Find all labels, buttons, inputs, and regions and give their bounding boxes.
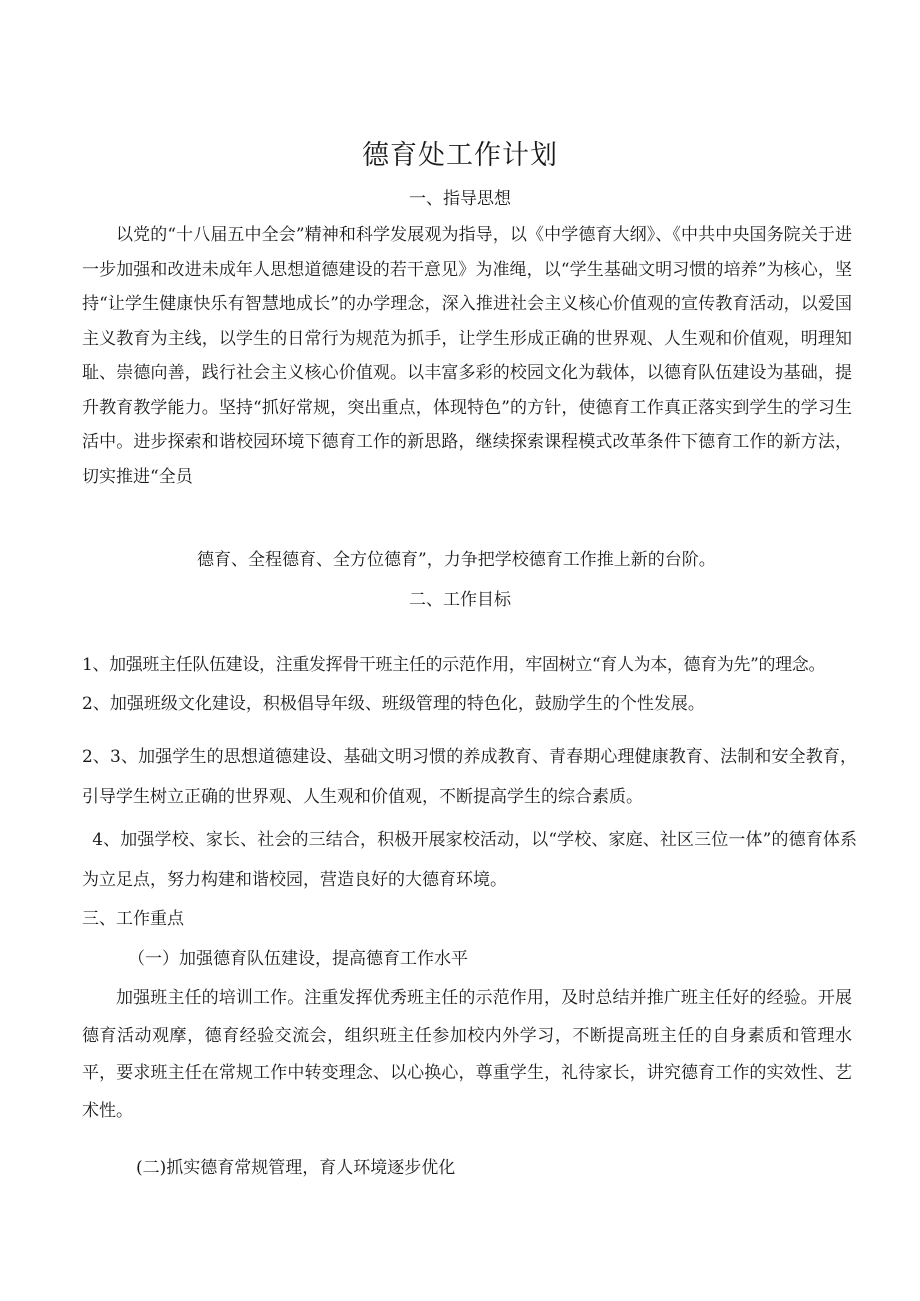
subsection-heading-1: （一）加强德育队伍建设，提高德育工作水平 <box>128 949 468 969</box>
goal-item-3: 2、3、加强学生的思想道德建设、基础文明习惯的养成教育、青春期心理健康教育、法制和安全教育，引导学生树立正确的世界观、人生观和价值观，不断提高学生的综合素质。 <box>82 747 857 807</box>
goal-item-2: 2、加强班级文化建设，积极倡导年级、班级管理的特色化，鼓励学生的个性发展。 <box>82 694 705 714</box>
goal-item-1: 1、加强班主任队伍建设，注重发挥骨干班主任的示范作用，牢固树立“育人为本，德育为先”的理念。 <box>82 655 826 675</box>
section-heading-work-goals: 二、工作目标 <box>409 590 511 610</box>
guiding-ideology-paragraph: 以党的“十八届五中全会”精神和科学发展观为指导，以《中学德育大纲》、《中共中央国务院关于进一步加强和改进未成年人思想道德建设的若干意见》为准绳，以“学生基础文明习惯的培养”为核心，坚持“让学生健康快乐有智慧地成长”的办学理念，深入推进社会主义核心价值观的宣传教育活动，以爱国主义教育为主线，以学生的日常行为规范为抓手，让学生形成正确的世界观、人生观和价值观，明理知耻、崇德向善，践行社会主义核心价值观。以丰富多彩的校园文化为载体，以德育队伍建设为基础，提升教育教学能力。坚持“抓好常规，突出重点，体现特色”的方针，使德育工作真正落实到学生的学习生活中。进步探索和谐校园环境下德育工作的新思路，继续探索课程模式改革条件下德育工作的新方法，切实推进“全员 <box>82 225 852 487</box>
subsection-1-paragraph: 加强班主任的培训工作。注重发挥优秀班主任的示范作用，及时总结并推广班主任好的经验。开展德育活动观摩，德育经验交流会，组织班主任参加校内外学习，不断提高班主任的自身素质和管理水平，要求班主任在常规工作中转变理念、以心换心，尊重学生，礼待家长，讲究德育工作的实效性、艺术性。 <box>82 988 852 1121</box>
subsection-heading-2: (二)抓实德育常规管理，育人环境逐步优化 <box>136 1158 456 1178</box>
section-heading-guiding-ideology: 一、指导思想 <box>409 189 511 209</box>
goal-item-4: 4、加强学校、家长、社会的三结合，积极开展家校活动，以“学校、家庭、社区三位一体”的德育体系为立足点，努力构建和谐校园，营造良好的大德育环境。 <box>82 830 857 890</box>
section-heading-work-focus: 三、工作重点 <box>82 909 184 929</box>
guiding-ideology-continuation: 德育、全程德育、全方位德育”，力争把学校德育工作推上新的台阶。 <box>197 550 716 570</box>
document-title: 德育处工作计划 <box>362 140 558 171</box>
